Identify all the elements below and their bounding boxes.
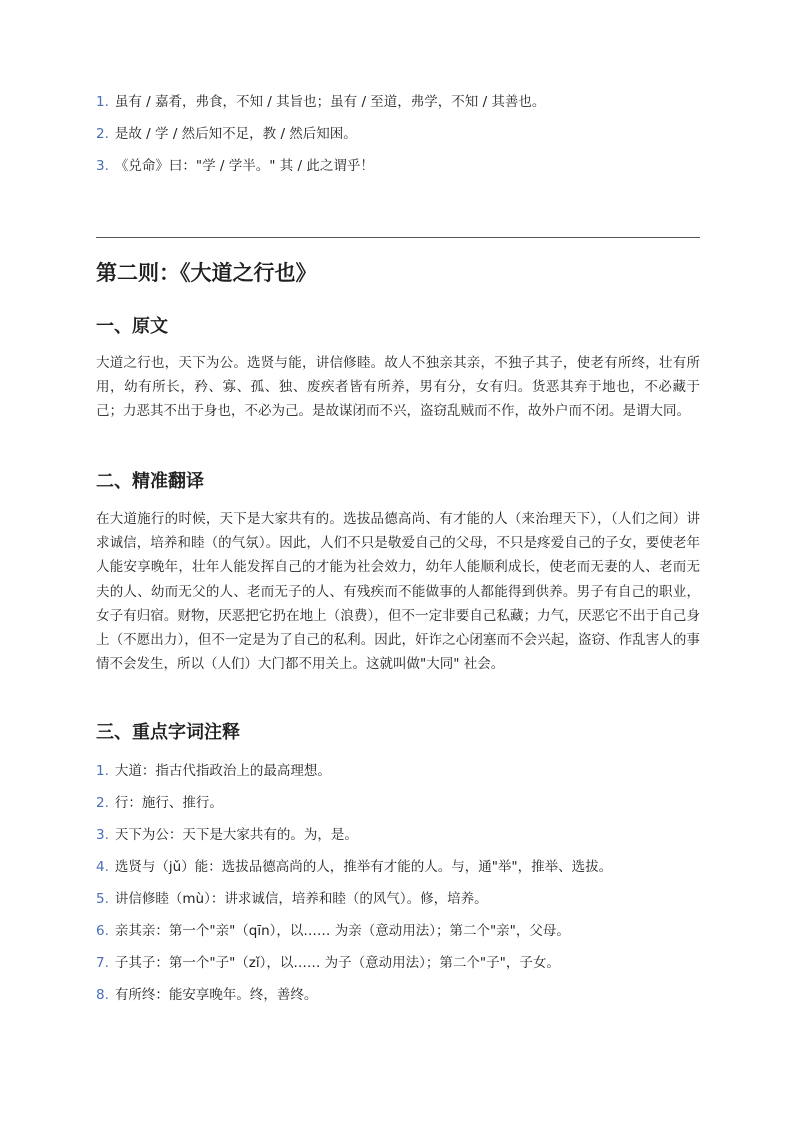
note-item-text: 亲其亲：第一个"亲"（qīn），以…… 为亲（意动用法）；第二个"亲"，父母。 [114, 923, 570, 939]
note-item-text: 讲信修睦（mù）：讲求诚信，培养和睦（的风气）。修，培养。 [114, 891, 488, 907]
section-heading-notes: 三、重点字词注释 [96, 722, 240, 743]
list-item [96, 86, 545, 118]
list-item-text: 《兑命》曰："学 / 学半。" 其 / 此之谓乎！ [114, 158, 374, 174]
note-item-number: 5. [96, 891, 109, 907]
note-item-number: 4. [96, 859, 109, 875]
note-item [96, 851, 612, 883]
list-item [96, 150, 545, 182]
note-item-text: 天下为公：天下是大家共有的。为，是。 [114, 827, 358, 843]
section-heading-original: 一、原文 [96, 316, 168, 337]
section-divider [96, 237, 700, 238]
list-item-text: 是故 / 学 / 然后知不足，教 / 然后知困。 [114, 126, 357, 142]
note-item [96, 979, 612, 1011]
list-item-number: 2. [96, 126, 109, 142]
top-numbered-list [96, 86, 545, 182]
note-item [96, 947, 612, 979]
article-title: 第二则：《大道之行也》 [96, 261, 317, 285]
note-item-number: 7. [96, 955, 109, 971]
note-item-number: 6. [96, 923, 109, 939]
note-item [96, 915, 612, 947]
note-item-text: 子其子：第一个"子"（zǐ），以…… 为子（意动用法）；第二个"子"，子女。 [114, 955, 560, 971]
note-item-text: 行：施行、推行。 [114, 795, 223, 811]
note-item [96, 883, 612, 915]
original-text-paragraph: 大道之行也，天下为公。选贤与能，讲信修睦。故人不独亲其亲，不独子其子，使老有所终，壮有所用，幼有所长，矜、寡、孤、独、废疾者皆有所养，男有分，女有归。货恶其弃于地也，不必藏于己；力恶其不出于身也，不必为己。是故谋闭而不兴，盗窃乱贼而不作，故外户而不闭。是谓大同。 [96, 355, 700, 420]
note-item [96, 755, 612, 787]
list-item-text: 虽有 / 嘉肴，弗食，不知 / 其旨也；虽有 / 至道，弗学，不知 / 其善也。 [114, 94, 546, 110]
section-heading-translation: 二、精准翻译 [96, 471, 204, 492]
note-item-text: 有所终：能安享晚年。终，善终。 [114, 987, 318, 1003]
note-item-text: 选贤与（jǔ）能：选拔品德高尚的人，推举有才能的人。与，通"举"，推举、选拔。 [114, 859, 613, 875]
note-item [96, 819, 612, 851]
list-item-number: 3. [96, 158, 109, 174]
note-item-number: 8. [96, 987, 109, 1003]
note-item-number: 1. [96, 763, 109, 779]
note-item-number: 2. [96, 795, 109, 811]
list-item [96, 118, 545, 150]
list-item-number: 1. [96, 94, 109, 110]
note-item-number: 3. [96, 827, 109, 843]
note-item-text: 大道：指古代指政治上的最高理想。 [114, 763, 331, 779]
translation-paragraph: 在大道施行的时候，天下是大家共有的。选拔品德高尚、有才能的人（来治理天下），（人们之间）讲求诚信，培养和睦（的气氛）。因此，人们不只是敬爱自己的父母，不只是疼爱自己的子女，要使老年人能安享晚年，壮年人能发挥自己的才能为社会效力，幼年人能顺利成长，使老而无妻的人、老而无夫的人、幼而无父的人、老而无子的人、有残疾而不能做事的人都能得到供养。男子有自己的职业，女子有归宿。财物，厌恶把它扔在地上（浪费），但不一定非要自己私藏；力气，厌恶它不出于自己身上（不愿出力），但不一定是为了自己的私利。因此，奸诈之心闭塞而不会兴起，盗窃、作乱害人的事情不会发生，所以（人们）大门都不用关上。这就叫做"大同" 社会。 [96, 511, 700, 673]
note-item [96, 787, 612, 819]
notes-numbered-list [96, 755, 612, 1011]
